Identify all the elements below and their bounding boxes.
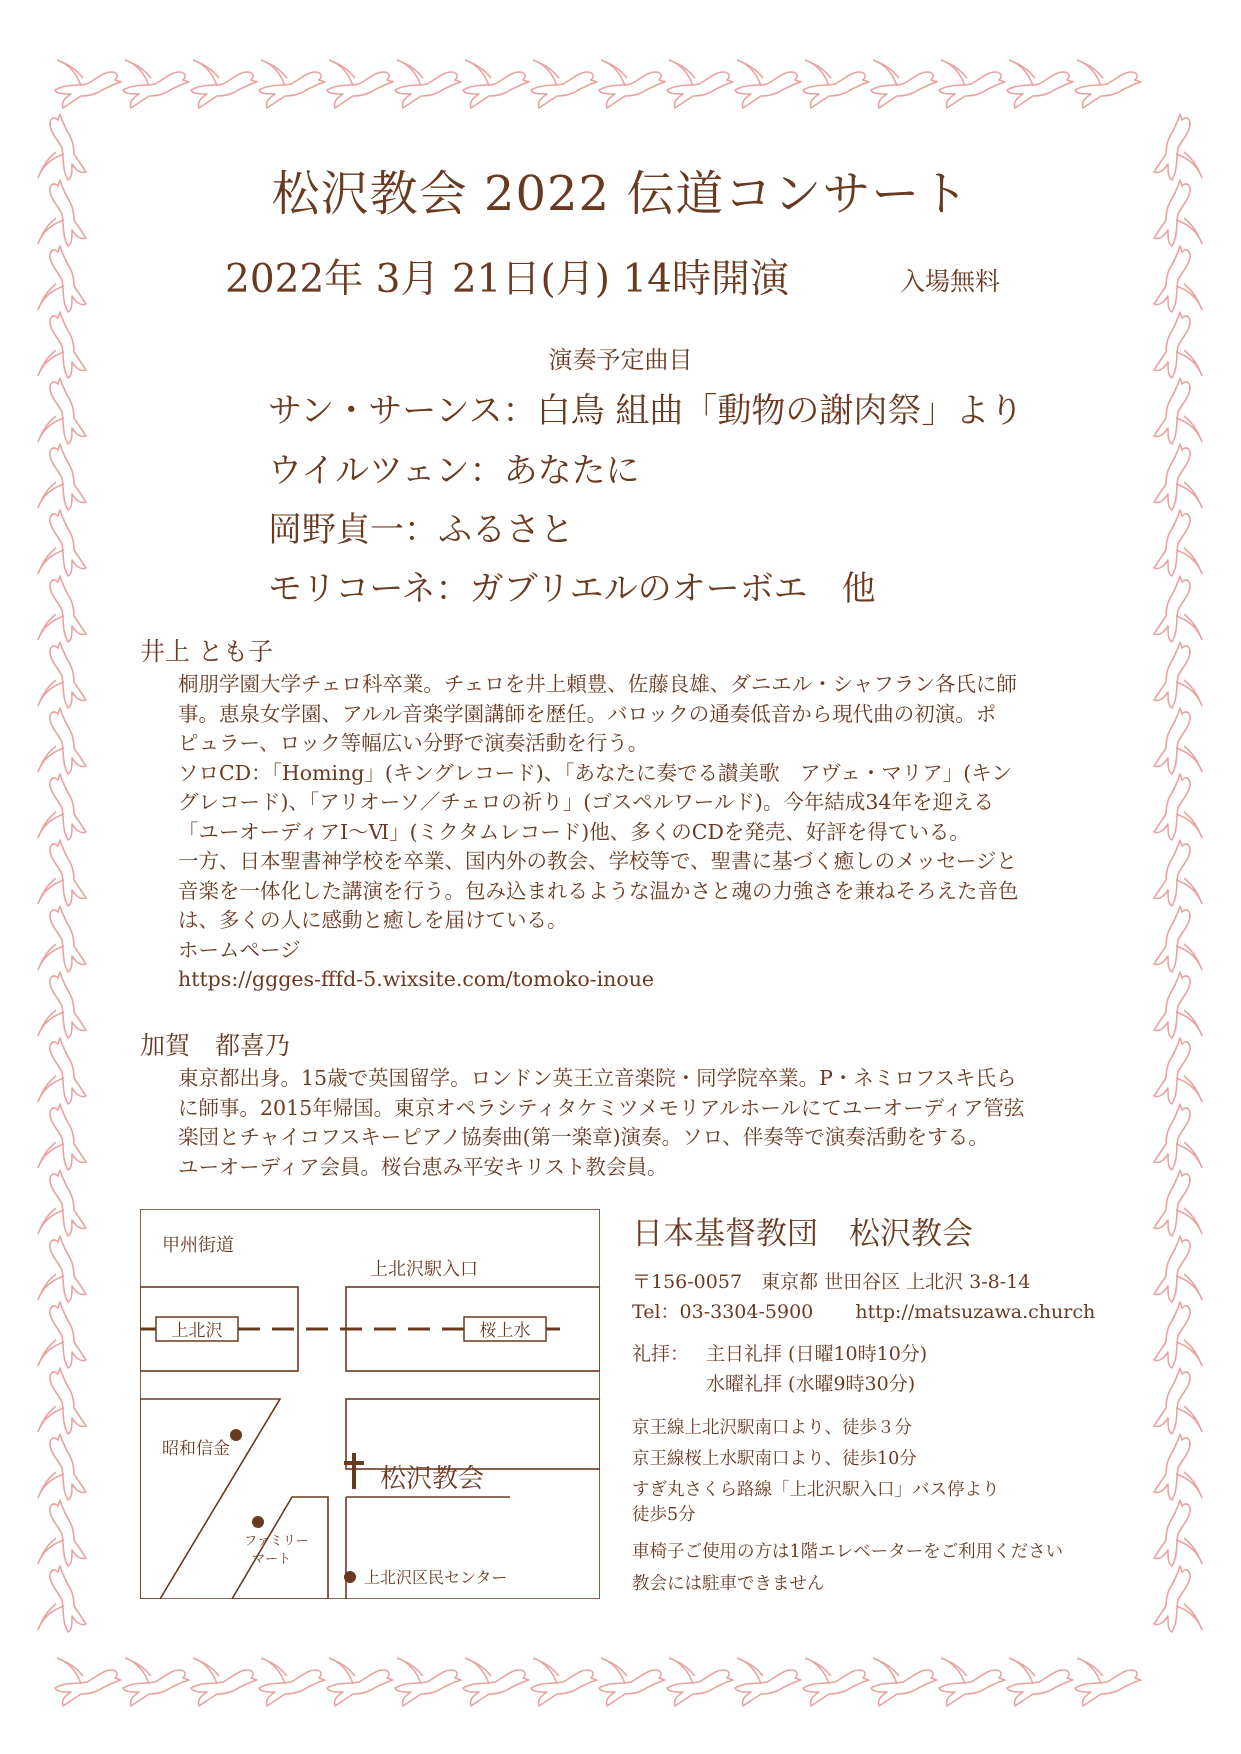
- flying-crane-icon: [1154, 1566, 1202, 1632]
- service-sunday: 主日礼拝 (日曜10時10分): [706, 1343, 928, 1365]
- cross-icon: [344, 1453, 364, 1489]
- concert-datetime: 2022年 3月 21日(月) 14時開演: [225, 257, 789, 302]
- bio-line: 楽団とチャイコフスキーピアノ協奏曲(第一楽章)演奏。ソロ、伴奏等で演奏活動をする。: [178, 1125, 989, 1149]
- concert-title: 松沢教会 2022 伝道コンサート: [271, 166, 970, 222]
- bio-line: ソロCD：「Homing」(キングレコード)、「あなたに奏でる讃美歌 アヴェ・マリア」(キン: [178, 760, 1013, 785]
- flying-crane-icon: [1154, 906, 1202, 972]
- flying-crane-icon: [38, 1434, 86, 1500]
- bio-line: グレコード)、「アリオーソ／チェロの祈り」(ゴスペルワールド)。今年結成34年を迎える: [178, 790, 994, 814]
- bio-line: ピュラー、ロック等幅広い分野で演奏活動を行う。: [178, 731, 649, 755]
- flying-crane-icon: [871, 1658, 937, 1706]
- program-item: サン・サーンス：白鳥 組曲「動物の謝肉祭」より: [268, 391, 1024, 431]
- flying-crane-icon: [395, 1658, 461, 1706]
- program-item: ウイルツェン：あなたに: [268, 451, 640, 491]
- flying-crane-icon: [1154, 774, 1202, 840]
- homepage-link[interactable]: https://ggges-fffd-5.wixsite.com/tomoko-inoue: [178, 967, 655, 991]
- flying-crane-icon: [1154, 444, 1202, 510]
- bio-line: 一方、日本聖書神学校を卒業、国内外の教会、学校等で、聖書に基づく癒しのメッセージと: [178, 849, 1017, 873]
- flying-crane-icon: [395, 60, 461, 108]
- performer-bio: [178, 1064, 1118, 1182]
- flying-crane-icon: [1154, 708, 1202, 774]
- flying-crane-icon: [531, 60, 597, 108]
- bio-line: 事。恵泉女学園、アルル音楽学園講師を歴任。バロックの通奏低音から現代曲の初演。ポ: [178, 701, 997, 726]
- flying-crane-icon: [1075, 1658, 1141, 1706]
- flying-crane-icon: [38, 1368, 86, 1434]
- performer-name: 井上 とも子: [140, 637, 273, 666]
- access-line: 徒歩5分: [632, 1505, 696, 1525]
- map-church-label: 松沢教会: [380, 1464, 485, 1494]
- service-label: 礼拝：: [632, 1343, 690, 1365]
- flying-crane-icon: [803, 60, 869, 108]
- map-block: [140, 1399, 280, 1599]
- flying-crane-icon: [38, 906, 86, 972]
- flying-crane-icon: [38, 1236, 86, 1302]
- flying-crane-icon: [123, 60, 189, 108]
- bio-line: 音楽を一体化した講演を行う。包み込まれるような温かさと魂の力強さを兼ねそろえた音色: [178, 878, 1019, 903]
- performer-name: 加賀 都喜乃: [140, 1031, 291, 1060]
- flying-crane-icon: [1154, 1038, 1202, 1104]
- access-note: 車椅子ご使用の方は1階エレベーターをご利用ください: [632, 1542, 1064, 1562]
- program-item: 岡野貞一：ふるさと: [268, 510, 574, 550]
- flying-crane-icon: [735, 1658, 801, 1706]
- flying-crane-icon: [599, 60, 665, 108]
- flying-crane-icon: [38, 444, 86, 510]
- flying-crane-icon: [327, 60, 393, 108]
- church-contact: [632, 1297, 1095, 1324]
- flying-crane-icon: [55, 60, 121, 108]
- flying-crane-icon: [38, 1302, 86, 1368]
- flying-crane-icon: [1154, 576, 1202, 642]
- flying-crane-icon: [1154, 1368, 1202, 1434]
- flying-crane-icon: [531, 1658, 597, 1706]
- flying-crane-icon: [191, 60, 257, 108]
- service-wednesday: 水曜礼拝 (水曜9時30分): [706, 1373, 916, 1395]
- flying-crane-icon: [735, 60, 801, 108]
- bio-line: 桐朋学園大学チェロ科卒業。チェロを井上頼豊、佐藤良雄、ダニエル・シャフラン各氏に師: [178, 672, 1017, 696]
- map-road-label: 甲州街道: [162, 1235, 234, 1256]
- flying-crane-icon: [1154, 642, 1202, 708]
- bio-line: 東京都出身。15歳で英国留学。ロンドン英王立音楽院・同学院卒業。P・ネミロフスキ氏ら: [178, 1066, 1017, 1090]
- map-bank-label: 昭和信金: [162, 1439, 230, 1459]
- flying-crane-icon: [38, 840, 86, 906]
- flying-crane-icon: [871, 60, 937, 108]
- map-station-left-label: 上北沢: [171, 1321, 223, 1341]
- map-store-label: ファミリー: [244, 1534, 309, 1549]
- program-item: モリコーネ：ガブリエルのオーボエ 他: [268, 569, 876, 609]
- performer-bio: [178, 670, 1118, 995]
- flying-crane-icon: [55, 1658, 121, 1706]
- flying-crane-icon: [123, 1658, 189, 1706]
- access-line: 京王線上北沢駅南口より、徒歩３分: [632, 1418, 912, 1438]
- flying-crane-icon: [1007, 1658, 1073, 1706]
- flying-crane-icon: [191, 1658, 257, 1706]
- map-block: [346, 1399, 600, 1469]
- bio-line: は、多くの人に感動と癒しを届けている。: [178, 908, 568, 932]
- homepage-label: ホームページ: [178, 937, 301, 962]
- bio-line: に師事。2015年帰国。東京オペラシティタケミツメモリアルホールにてユーオーディア管弦: [178, 1095, 1025, 1120]
- flying-crane-icon: [599, 1658, 665, 1706]
- access-note: 教会には駐車できません: [632, 1574, 825, 1594]
- access-line: すぎ丸さくら路線「上北沢駅入口」バス停より: [632, 1480, 1000, 1500]
- bank-dot-marker-icon: [230, 1429, 242, 1441]
- flying-crane-icon: [1154, 972, 1202, 1038]
- flying-crane-icon: [38, 642, 86, 708]
- flying-crane-icon: [1154, 378, 1202, 444]
- flying-crane-icon: [38, 774, 86, 840]
- flying-crane-icon: [1154, 510, 1202, 576]
- flying-crane-icon: [38, 1566, 86, 1632]
- flying-crane-icon: [1154, 1434, 1202, 1500]
- flying-crane-icon: [1075, 60, 1141, 108]
- flying-crane-icon: [38, 246, 86, 312]
- map-center-label: 上北沢区民センター: [364, 1568, 508, 1587]
- flying-crane-icon: [803, 1658, 869, 1706]
- flying-crane-icon: [38, 1170, 86, 1236]
- flying-crane-icon: [1154, 1104, 1202, 1170]
- flying-crane-icon: [463, 60, 529, 108]
- admission-label: 入場無料: [900, 267, 1001, 296]
- flying-crane-icon: [327, 1658, 393, 1706]
- flying-crane-icon: [38, 1104, 86, 1170]
- flying-crane-icon: [939, 1658, 1005, 1706]
- flying-crane-icon: [38, 378, 86, 444]
- map-store-label: マート: [252, 1552, 292, 1567]
- bio-line: 「ユーオーディアⅠ〜Ⅵ」(ミクタムレコード)他、多くのCDを発売、好評を得ている。: [178, 819, 970, 844]
- flying-crane-icon: [667, 60, 733, 108]
- church-url[interactable]: http://matsuzawa.church: [855, 1301, 1096, 1323]
- bio-line: ユーオーディア会員。桜台恵み平安キリスト教会員。: [178, 1154, 668, 1179]
- flying-crane-icon: [38, 972, 86, 1038]
- flying-crane-icon: [1154, 1170, 1202, 1236]
- flying-crane-icon: [259, 1658, 325, 1706]
- center-dot-marker-icon: [344, 1571, 356, 1583]
- flying-crane-icon: [1154, 1236, 1202, 1302]
- flying-crane-icon: [38, 708, 86, 774]
- church-tel: Tel：03-3304-5900: [632, 1301, 814, 1323]
- flying-crane-icon: [667, 1658, 733, 1706]
- flying-crane-icon: [1154, 1302, 1202, 1368]
- church-address: 〒156-0057 東京都 世田谷区 上北沢 3-8-14: [632, 1271, 1031, 1293]
- flying-crane-icon: [1154, 1500, 1202, 1566]
- flying-crane-icon: [1154, 246, 1202, 312]
- flying-crane-icon: [38, 510, 86, 576]
- flying-crane-icon: [38, 1038, 86, 1104]
- church-name: 日本基督教団 松沢教会: [632, 1216, 973, 1252]
- flying-crane-icon: [38, 1500, 86, 1566]
- flying-crane-icon: [1007, 60, 1073, 108]
- flying-crane-icon: [38, 576, 86, 642]
- map-entrance-label: 上北沢駅入口: [370, 1259, 478, 1280]
- access-line: 京王線桜上水駅南口より、徒歩10分: [632, 1449, 917, 1469]
- program-heading: 演奏予定曲目: [548, 346, 693, 374]
- flying-crane-icon: [1154, 840, 1202, 906]
- flying-crane-icon: [463, 1658, 529, 1706]
- map-station-right-label: 桜上水: [479, 1321, 531, 1341]
- flying-crane-icon: [939, 60, 1005, 108]
- access-map: [140, 1209, 600, 1599]
- flying-crane-icon: [259, 60, 325, 108]
- store-dot-marker-icon: [252, 1516, 264, 1528]
